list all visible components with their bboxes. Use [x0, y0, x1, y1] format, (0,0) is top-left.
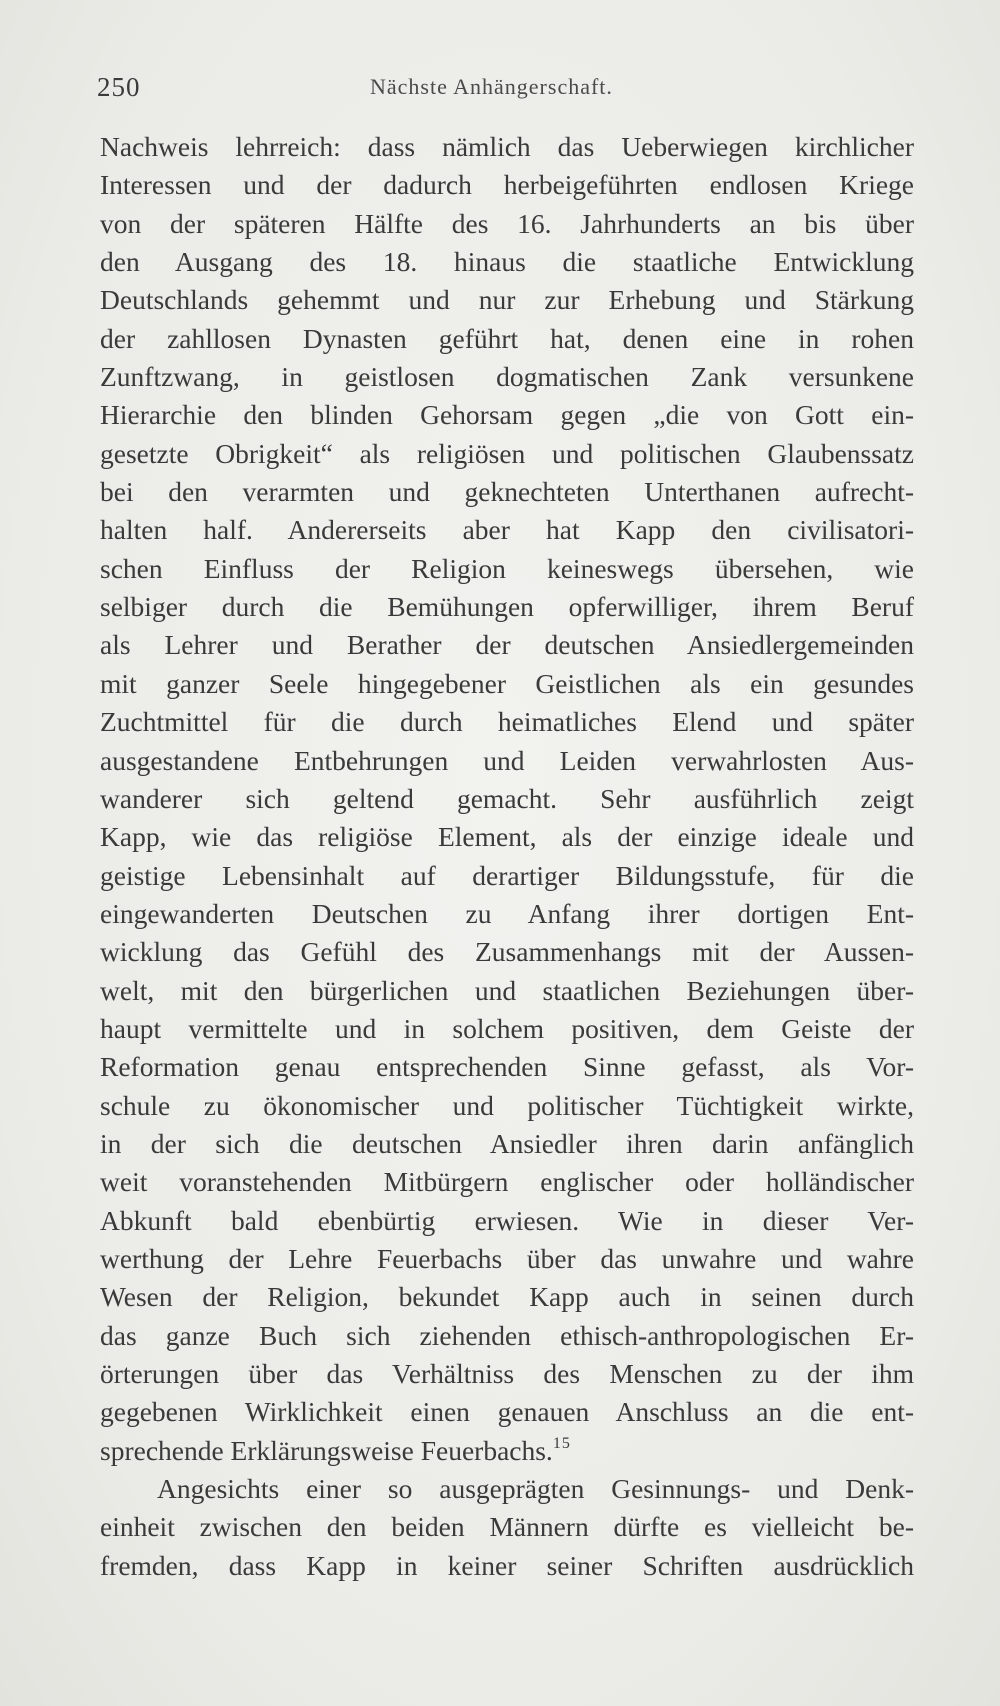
paragraph-1 — [100, 128, 914, 1470]
last-line-text: sprechende Erklärungsweise Feuerbachs. — [100, 1434, 553, 1466]
text-line: Zuchtmittel für die durch heimatliches Elend und später — [100, 706, 914, 738]
text-line: haupt vermittelte und in solchem positiven, dem Geiste der — [100, 1012, 914, 1044]
text-line: gegebenen Wirklichkeit einen genauen Anschluss an die ent- — [100, 1396, 914, 1428]
text-line: in der sich die deutschen Ansiedler ihren darin anfänglich — [100, 1127, 914, 1159]
paragraph-2 — [100, 1470, 914, 1585]
text-line: schen Einfluss der Religion keineswegs übersehen, wie — [100, 552, 914, 584]
text-line: wanderer sich geltend gemacht. Sehr ausführlich zeigt — [100, 782, 914, 814]
running-head: Nächste Anhängerschaft. — [370, 74, 613, 99]
footnote-marker[interactable]: 15 — [552, 1434, 571, 1452]
text-line: Zunftzwang, in geistlosen dogmatischen Zank versunkene — [100, 361, 914, 393]
text-line: der zahllosen Dynasten geführt hat, denen eine in rohen — [100, 322, 914, 354]
page-header — [97, 72, 912, 112]
text-line: gesetzte Obrigkeit“ als religiösen und politischen Glaubenssatz — [100, 437, 914, 469]
text-line: den Ausgang des 18. hinaus die staatliche Entwicklung — [100, 246, 914, 278]
text-line: Reformation genau entsprechenden Sinne gefasst, als Vor- — [100, 1051, 914, 1083]
text-line: Abkunft bald ebenbürtig erwiesen. Wie in dieser Ver- — [100, 1204, 914, 1236]
text-line: mit ganzer Seele hingegebener Geistlichen als ein gesundes — [100, 667, 914, 699]
text-line: wicklung das Gefühl des Zusammenhangs mit der Aussen- — [100, 936, 914, 968]
text-line: von der späteren Hälfte des 16. Jahrhunderts an bis über — [100, 207, 914, 239]
text-line: werthung der Lehre Feuerbachs über das unwahre und wahre — [100, 1242, 914, 1274]
paragraph-last-line — [100, 1432, 914, 1470]
page-number: 250 — [97, 72, 141, 102]
text-line: Wesen der Religion, bekundet Kapp auch in seinen durch — [100, 1281, 914, 1313]
body-text — [100, 128, 914, 1585]
text-line: halten half. Andererseits aber hat Kapp den civilisatori- — [100, 514, 914, 546]
text-line: ausgestandene Entbehrungen und Leiden verwahrlosten Aus- — [100, 744, 914, 776]
text-line: welt, mit den bürgerlichen und staatlichen Beziehungen über- — [100, 974, 914, 1006]
text-line: Interessen und der dadurch herbeigeführten endlosen Kriege — [100, 169, 914, 201]
text-line: Hierarchie den blinden Gehorsam gegen „die von Gott ein- — [100, 399, 914, 431]
text-line: Deutschlands gehemmt und nur zur Erhebung und Stärkung — [100, 284, 914, 316]
text-line: eingewanderten Deutschen zu Anfang ihrer dortigen Ent- — [100, 897, 914, 929]
text-line: Nachweis lehrreich: dass nämlich das Ueberwiegen kirchlicher — [100, 131, 914, 162]
text-line: das ganze Buch sich ziehenden ethisch-anthropologischen Er- — [100, 1319, 914, 1351]
text-line: Angesichts einer so ausgeprägten Gesinnungs- und Denk- — [157, 1473, 914, 1505]
text-line: selbiger durch die Bemühungen opferwilliger, ihrem Beruf — [100, 591, 914, 623]
text-line: einheit zwischen den beiden Männern dürfte es vielleicht be- — [100, 1511, 914, 1543]
text-line: fremden, dass Kapp in keiner seiner Schriften ausdrücklich — [100, 1549, 914, 1581]
text-line: geistige Lebensinhalt auf derartiger Bildungsstufe, für die — [100, 859, 914, 891]
text-line: örterungen über das Verhältniss des Menschen zu der ihm — [100, 1358, 914, 1389]
text-line: Kapp, wie das religiöse Element, als der einzige ideale und — [100, 821, 914, 853]
text-line: als Lehrer und Berather der deutschen Ansiedlergemeinden — [100, 629, 914, 661]
text-line: weit voranstehenden Mitbürgern englischer oder holländischer — [100, 1166, 914, 1198]
text-line: schule zu ökonomischer und politischer Tüchtigkeit wirkte, — [100, 1089, 914, 1121]
text-line: bei den verarmten und geknechteten Unterthanen aufrecht- — [100, 476, 914, 508]
